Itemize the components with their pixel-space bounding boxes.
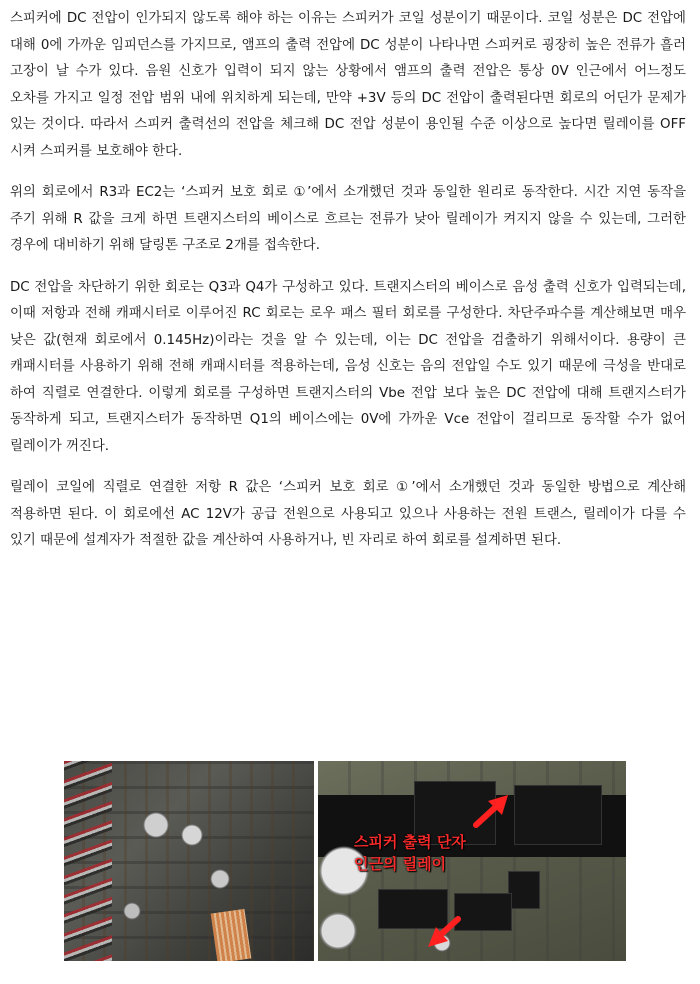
arrow-down-left-icon [318, 761, 626, 961]
paragraph-dc-reason: 스피커에 DC 전압이 인가되지 않도록 해야 하는 이유는 스피커가 코일 성분이기 때문이다. 코일 성분은 DC 전압에 대해 0에 가까운 임피던스를 가지므로, 앰프의 출력 전압에 DC 성분이 나타나면 스피커로 굉장히 높은 전류가 흘러 고장이 날 수가 있다. 음원 신호가 입력이 되지 않는 상황에서 앰프의 출력 전압은 통상 0V 인근에서 어느정도 오차를 가지고 일정 전압 범위 내에 위치하게 되는데, 만약 +3V 등의 DC 전압이 출력된다면 회로의 어딘가 문제가 있는 것이다. 따라서 스피커 출력선의 전압을 체크해 DC 전압 성분이 용인될 수준 이상으로 높다면 릴레이를 OFF 시켜 스피커를 보호해야 한다. [10, 11, 686, 159]
paragraph-relay-resistor: 릴레이 코일에 직렬로 연결한 저항 R 값은 ‘스피커 보호 회로 ①’에서 소개했던 것과 동일한 방법으로 계산해 적용하면 된다. 이 회로에선 AC 12V가 공급 전원으로 사용되고 있으나 사용하는 전원 트랜스, 릴레이가 다를 수 있기 때문에 설계자가 적절한 값을 계산하여 사용하거나, 빈 자리로 하여 회로를 설계하면 된다. [10, 480, 686, 548]
amplifier-board-photo [64, 761, 314, 961]
amplifier-photo-figure [64, 761, 626, 961]
overlay-line-1: 스피커 출력 단자 [354, 833, 466, 851]
overlay-line-2: 인근의 릴레이 [354, 855, 447, 873]
paragraph-dc-cutoff: DC 전압을 차단하기 위한 회로는 Q3과 Q4가 구성하고 있다. 트랜지스터의 베이스로 음성 출력 신호가 입력되는데, 이때 저항과 전해 캐패시터로 이루어진 RC 회로는 로우 패스 필터 회로를 구성한다. 차단주파수를 계산해보면 매우 낮은 값(현재 회로에서 0.145Hz)이라는 것을 알 수 있는데, 이는 DC 전압을 검출하기 위해서이다. 용량이 큰 캐패시터를 사용하기 위해 전해 캐패시터를 적용하는데, 음성 신호는 음의 전압일 수도 있기 때문에 극성을 반대로 하여 직렬로 연결한다. 이렇게 회로를 구성하면 트랜지스터의 Vbe 전압 보다 높은 DC 전압에 대해 트랜지스터가 동작하게 되고, 트랜지스터가 동작하면 Q1의 베이스에는 0V에 가까운 Vce 전압이 걸리므로 동작할 수가 없어 릴레이가 꺼진다. [10, 279, 686, 454]
paragraph-r3-ec2: 위의 회로에서 R3과 EC2는 ‘스피커 보호 회로 ①’에서 소개했던 것과 동일한 원리로 동작한다. 시간 지연 동작을 주기 위해 R 값을 크게 하면 트랜지스터의 베이스로 흐르는 전류가 낮아 릴레이가 켜지지 않을 수 있는데, 그러한 경우에 대비하기 위해 달링톤 구조로 2개를 접속한다. [10, 185, 686, 253]
relay-closeup-photo [318, 761, 626, 961]
article-body [10, 6, 686, 570]
